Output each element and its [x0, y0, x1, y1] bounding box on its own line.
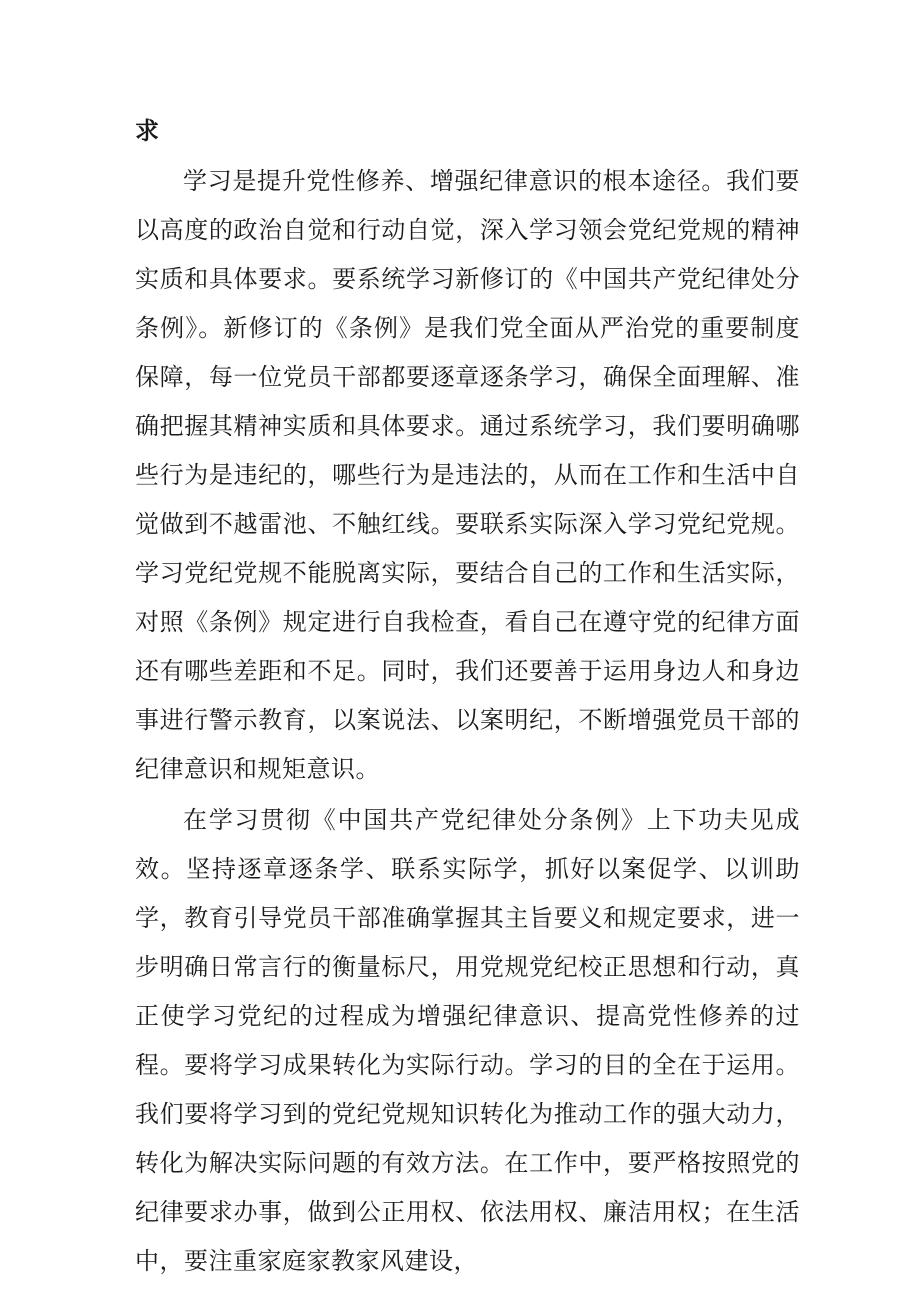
document-body [135, 106, 800, 1286]
paragraph-2: 在学习贯彻《中国共产党纪律处分条例》上下功夫见成效。坚持逐章逐条学、联系实际学，抓好以案促学、以训助学，教育引导党员干部准确掌握其主旨要义和规定要求，进一步明确日常言行的衡量标尺，用党规党纪校正思想和行动，真正使学习党纪的过程成为增强纪律意识、提高党性修养的过程。要将学习成果转化为实际行动。学习的目的全在于运用。我们要将学习到的党纪党规知识转化为推动工作的强大动力，转化为解决实际问题的有效方法。在工作中，要严格按照党的纪律要求办事，做到公正用权、依法用权、廉洁用权；在生活中，要注重家庭家教家风建设， [135, 806, 800, 1275]
leading-fragment: 求 [135, 116, 160, 145]
paragraph-1: 学习是提升党性修养、增强纪律意识的根本途径。我们要以高度的政治自觉和行动自觉，深入学习领会党纪党规的精神实质和具体要求。要系统学习新修订的《中国共产党纪律处分条例》。新修订的《条例》是我们党全面从严治党的重要制度保障，每一位党员干部都要逐章逐条学习，确保全面理解、准确把握其精神实质和具体要求。通过系统学习，我们要明确哪些行为是违纪的，哪些行为是违法的，从而在工作和生活中自觉做到不越雷池、不触红线。要联系实际深入学习党纪党规。学习党纪党规不能脱离实际，要结合自己的工作和生活实际，对照《条例》规定进行自我检查，看自己在遵守党的纪律方面还有哪些差距和不足。同时，我们还要善于运用身边人和身边事进行警示教育，以案说法、以案明纪，不断增强党员干部的纪律意识和规矩意识。 [135, 167, 800, 783]
